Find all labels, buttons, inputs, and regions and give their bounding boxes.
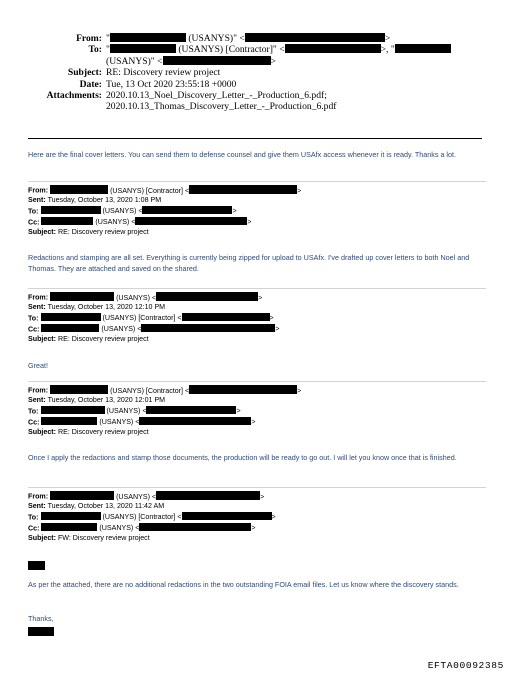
quoted-to-row: To: (USANYS) < > xyxy=(28,407,241,416)
message-body: Once I apply the redactions and stamp those documents, the production will be ready to go out. I will let you know once that is finished. xyxy=(28,453,457,462)
message-body: Great! xyxy=(28,361,48,370)
redaction-block xyxy=(139,417,251,426)
document-id: EFTA00092385 xyxy=(427,660,504,671)
quoted-header xyxy=(28,185,483,237)
attachment-link[interactable]: 2020.10.13_Noel_Discovery_Letter_-_Production_6.pdf; xyxy=(106,90,327,102)
quoted-from-row: From: (USANYS) < > xyxy=(28,492,265,501)
header-subject-value: RE: Discovery review project xyxy=(106,67,221,79)
quoted-from-value: (USANYS) < > xyxy=(50,294,262,302)
message-body: Redactions and stamping are all set. Everything is currently being zipped for upload to USAfx. I've drafted up cover letters to both Noel and Thomas. They are attached and saved on the shared. xyxy=(28,253,470,273)
quoted-to-value: (USANYS) [Contractor] < > xyxy=(41,314,274,322)
message-separator xyxy=(28,381,486,382)
quoted-cc-row: Cc: (USANYS) < > xyxy=(28,325,280,334)
message-closing: Thanks, xyxy=(28,614,54,623)
redaction-block xyxy=(189,385,297,394)
redaction-block xyxy=(285,44,381,53)
quoted-from-row: From: (USANYS) [Contractor] < > xyxy=(28,386,302,395)
quoted-subject-value: RE: Discovery review project xyxy=(57,227,149,236)
header-to-line-2: (USANYS)" < > xyxy=(106,55,276,67)
attachment-link[interactable]: 2020.10.13_Thomas_Discovery_Letter_-_Production_6.pdf xyxy=(106,101,337,113)
header-from-label: From: xyxy=(76,33,102,44)
quoted-header xyxy=(28,491,483,543)
quoted-subject-value: RE: Discovery review project xyxy=(57,334,149,343)
message-body: As per the attached, there are no additional redactions in the two outstanding FOIA email files. Let us know where the discovery stands. xyxy=(28,580,459,589)
header-subject-row xyxy=(40,67,480,78)
greeting-redaction xyxy=(28,561,45,570)
quoted-sent-value: Tuesday, October 13, 2020 1:08 PM xyxy=(47,196,162,205)
header-divider xyxy=(28,138,482,139)
redaction-block xyxy=(41,313,101,322)
quoted-subject-row: Subject: RE: Discovery review project xyxy=(28,227,149,236)
quoted-sent-row: Sent: Tuesday, October 13, 2020 11:42 AM xyxy=(28,502,165,511)
redaction-block xyxy=(146,406,236,415)
redaction-block xyxy=(41,523,97,532)
header-to-line-1: " (USANYS) [Contractor]" < >, " xyxy=(106,44,480,55)
redaction-block xyxy=(142,206,232,215)
quoted-cc-row: Cc: (USANYS) < > xyxy=(28,418,256,427)
quoted-sent-row: Sent: Tuesday, October 13, 2020 12:10 PM xyxy=(28,303,166,312)
header-date-label: Date: xyxy=(79,78,102,90)
header-date-row xyxy=(40,79,480,90)
redaction-block xyxy=(41,417,97,426)
redaction-block xyxy=(245,33,385,42)
quoted-cc-value: (USANYS) < > xyxy=(41,218,251,226)
quoted-subject-value: RE: Discovery review project xyxy=(57,427,149,436)
quoted-sent-value: Tuesday, October 13, 2020 12:01 PM xyxy=(47,396,166,405)
redaction-block xyxy=(41,406,105,415)
quoted-cc-row: Cc: (USANYS) < > xyxy=(28,524,256,533)
quoted-from-row: From: (USANYS) < > xyxy=(28,293,263,302)
redaction-block xyxy=(156,292,258,301)
redaction-block xyxy=(50,292,114,301)
email-header xyxy=(40,33,480,113)
message-separator xyxy=(28,181,486,182)
redaction-block xyxy=(41,512,101,521)
quoted-from-value: (USANYS) [Contractor] < > xyxy=(50,187,301,195)
quoted-to-value: (USANYS) [Contractor] < > xyxy=(41,513,276,521)
quoted-to-row: To: (USANYS) [Contractor] < > xyxy=(28,513,276,522)
message-separator xyxy=(28,487,486,488)
quoted-to-value: (USANYS) < > xyxy=(41,207,237,215)
quoted-from-value: (USANYS) < > xyxy=(50,493,264,501)
redaction-block xyxy=(141,324,275,333)
redaction-block xyxy=(41,324,99,333)
quoted-subject-value: FW: Discovery review project xyxy=(57,533,150,542)
redaction-block xyxy=(163,56,271,65)
quoted-header xyxy=(28,385,483,437)
message-separator xyxy=(28,288,486,289)
quoted-sent-value: Tuesday, October 13, 2020 12:10 PM xyxy=(47,303,166,312)
header-attachments-label: Attachments: xyxy=(46,90,102,102)
header-from-row xyxy=(40,33,480,44)
redaction-block xyxy=(50,385,108,394)
redaction-block xyxy=(110,33,186,42)
quoted-from-value: (USANYS) [Contractor] < > xyxy=(50,387,301,395)
quoted-cc-value: (USANYS) < > xyxy=(41,418,255,426)
header-date-value: Tue, 13 Oct 2020 23:55:18 +0000 xyxy=(106,78,237,90)
header-subject-label: Subject: xyxy=(67,67,102,79)
redaction-block xyxy=(50,491,114,500)
redaction-block xyxy=(135,217,247,226)
quoted-to-row: To: (USANYS) < > xyxy=(28,207,237,216)
redaction-block xyxy=(395,44,451,53)
redaction-block xyxy=(41,217,93,226)
redaction-block xyxy=(139,523,251,532)
quoted-from-row: From: (USANYS) [Contractor] < > xyxy=(28,186,302,195)
header-to-label: To: xyxy=(88,44,102,56)
message-body: Here are the final cover letters. You can send them to defense counsel and give them USAfx access whenever it is ready. Thanks a lot. xyxy=(28,150,457,159)
redaction-block xyxy=(41,206,101,215)
quoted-to-value: (USANYS) < > xyxy=(41,407,241,415)
quoted-to-row: To: (USANYS) [Contractor] < > xyxy=(28,314,274,323)
header-to-value xyxy=(106,44,480,67)
redaction-block xyxy=(189,185,297,194)
redaction-block xyxy=(182,313,270,322)
redaction-block xyxy=(50,185,108,194)
header-attachments-row xyxy=(40,90,480,113)
quoted-subject-row: Subject: RE: Discovery review project xyxy=(28,427,149,436)
quoted-cc-value: (USANYS) < > xyxy=(41,325,279,333)
header-to-row xyxy=(40,44,480,67)
redaction-block xyxy=(110,44,176,53)
quoted-header xyxy=(28,292,483,344)
quoted-cc-row: Cc: (USANYS) < > xyxy=(28,218,252,227)
redaction-block xyxy=(182,512,272,521)
redaction-block xyxy=(156,491,260,500)
quoted-subject-row: Subject: FW: Discovery review project xyxy=(28,533,150,542)
quoted-sent-value: Tuesday, October 13, 2020 11:42 AM xyxy=(47,502,165,511)
quoted-sent-row: Sent: Tuesday, October 13, 2020 1:08 PM xyxy=(28,196,162,205)
quoted-cc-value: (USANYS) < > xyxy=(41,524,255,532)
quoted-subject-row: Subject: RE: Discovery review project xyxy=(28,334,149,343)
header-from-value: " (USANYS)" < > xyxy=(106,33,391,44)
signature-redaction xyxy=(28,627,54,636)
quoted-sent-row: Sent: Tuesday, October 13, 2020 12:01 PM xyxy=(28,396,166,405)
header-attachments-value xyxy=(106,90,480,113)
